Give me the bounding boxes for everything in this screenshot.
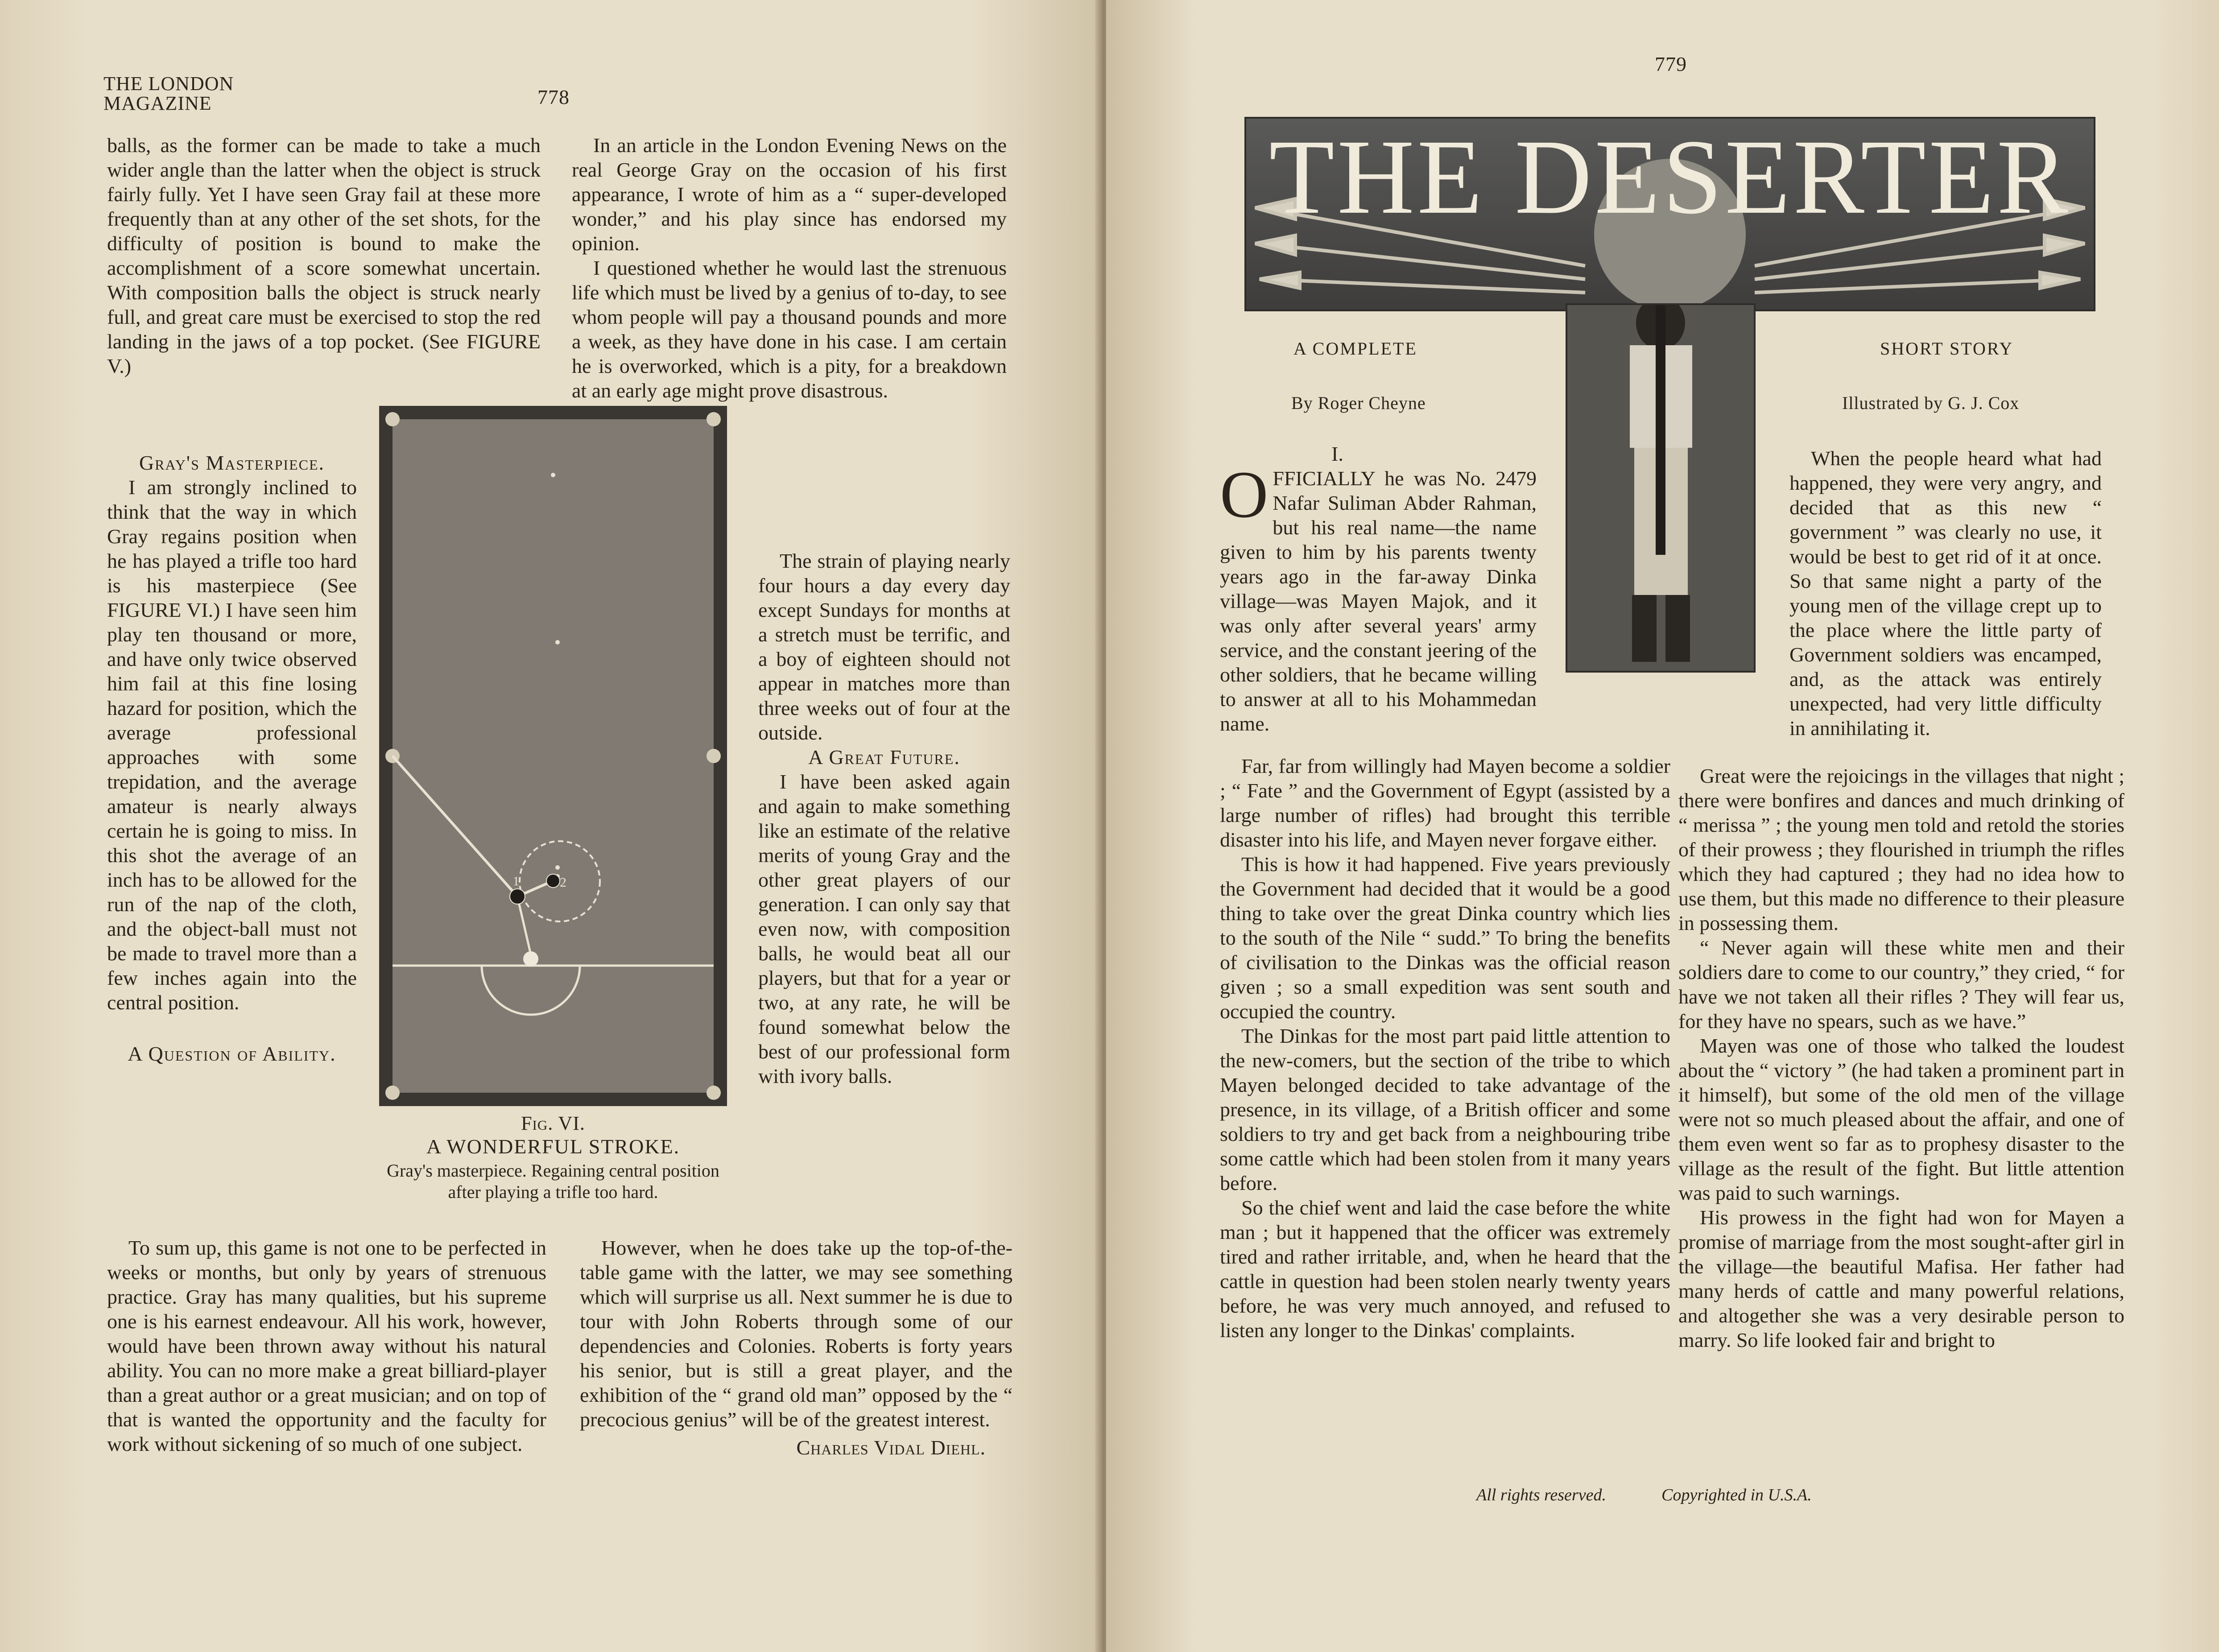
paragraph: OFFICIALLY he was No. 2479 Nafar Suliman Abder Rahman, but his real name—the name given to him by his parents twenty years ago in the far-away Dinka village—was Mayen Majok, and it was only after several years' army service, and the constant jeering of the other soldiers, that he became willing to answer at all to his Mohammedan name. xyxy=(1220,458,1537,735)
paragraph: This is how it had happened. Five years previously the Government had decided that it would be a good thing to take over the great Dinka country which lies to the south of the Nile “ sudd.” To bring the benefits of civilisation to the Dinkas was the official reason given ; so a small expedition was sent south and occupied the country. xyxy=(1220,853,1670,1023)
ball-mark: 2 xyxy=(560,875,566,890)
byline: By Roger Cheyne xyxy=(1291,393,1426,413)
section-heading: Gray's Masterpiece. xyxy=(139,451,325,474)
paragraph: “ Never again will these white men and their soldiers dare to come to our country,” they cried, “ for have we not taken all their rifles ? They will fear us, for they have no spears, such as we have.” xyxy=(1678,936,2124,1032)
left-column-top xyxy=(107,133,541,378)
title-banner xyxy=(1244,117,2095,311)
paragraph: His prowess in the fight had won for Mayen a promise of marriage from the most sought-after girl in the village—the beautiful Mafisa. Her father had many herds of cattle and many powerful relations, and altogether she was a very desirable person to marry. So life looked fair and bright to xyxy=(1678,1206,2124,1351)
paragraph: The Dinkas for the most part paid little attention to the new-comers, but the section of the tribe to which Mayen belonged decided to take advantage of the presence, in its village, of a British officer and some soldiers to try and get back from a neighbouring tribe some cattle which had been stolen from it many years before. xyxy=(1220,1024,1670,1194)
paragraph: I am strongly inclined to think that the way in which Gray regains position when he has played a trifle too hard is his masterpiece (See FIGURE VI.) I have seen him play ten thousand or more, and have only twice observed him fail at this fine losing hazard for position, which the average professional approaches with some trepidation, and the average amateur is nearly always certain he is going to miss. In this shot the average of an inch has to be allowed for the run of the nap of the cloth, and the object-ball must not be made to travel more than a few inches again into the central position. xyxy=(107,476,357,1014)
subtitle-left: A COMPLETE xyxy=(1293,339,1417,359)
section-heading: A Great Future. xyxy=(808,746,960,768)
paragraph: So the chief went and laid the case before the white man ; but it happened that the officer was extremely tired and rather irritable, and, when he heard that the cattle in question had been stolen nearly twenty years before, he was very much annoyed, and refused to listen any longer to the Dinkas' complaints. xyxy=(1220,1196,1670,1342)
billiard-table-figure xyxy=(379,406,727,1106)
right-page xyxy=(1106,0,2219,1652)
right-column-top xyxy=(572,133,1007,403)
left-page xyxy=(0,0,1102,1652)
paragraph: The strain of playing nearly four hours a day every day except Sundays for months at a stretch must be terrific, and a boy of eighteen should not appear in matches more than three weeks out of four at the outside. xyxy=(758,549,1010,744)
left-column-bottom xyxy=(107,1235,546,1456)
paragraph: When the people heard what had happened, they were very angry, and decided that as this new “ government ” was clearly no use, it would be best to get rid of it at once. So that same night a party of the young men of the village crept up to the place where the little party of Government soldiers was encamped, and, as the attack was entirely unexpected, had very little difficulty in annihilating it. xyxy=(1789,447,2102,739)
story-column-2-top xyxy=(1789,446,2102,740)
paragraph: Mayen was one of those who talked the loudest about the “ victory ” (he had taken a prominent part in it himself), but some of the old men of the village were not so much pleased about the affair, and one of them even went so far as to prophesy disaster to the village as the result of the fight. But little attention was paid to such warnings. xyxy=(1678,1034,2124,1204)
soldier-illustration xyxy=(1566,303,1756,673)
page-number-left: 778 xyxy=(537,86,570,108)
soldier-figure-icon xyxy=(1567,305,1754,671)
paragraph: I have been asked again and again to make something like an estimate of the relative merits of young Gray and the other great players of our generation. I can only say that even now, with composition balls, he would beat all our players, but that for a year or two, at any rate, he will be found somewhat below the best of our professional form with ivory balls. xyxy=(758,770,1010,1087)
ball-mark: 1 xyxy=(513,875,519,888)
story-column-1-bottom xyxy=(1220,754,1670,1342)
story-column-2-bottom xyxy=(1678,764,2124,1352)
section-number: I. xyxy=(1331,442,1343,465)
drop-cap: O xyxy=(1220,458,1269,532)
magazine-name: THE LONDON MAGAZINE xyxy=(103,73,234,114)
story-column-1-top xyxy=(1220,442,1537,736)
right-column-middle xyxy=(758,549,1010,1088)
paragraph: To sum up, this game is not one to be perfected in weeks or months, but only by years of strenuous practice. Gray has many qualities, but his supreme one is his earnest endeavour. All his work, however, would have been thrown away without his natural ability. You can no more make a great billiard-player than a great author or a great musician; and on top of that is wanted the opportunity and the faculty for work without sickening of so much of one subject. xyxy=(107,1236,546,1455)
figure-caption-block xyxy=(379,1113,727,1203)
illustrator-credit: Illustrated by G. J. Cox xyxy=(1842,393,2020,413)
paragraph: Far, far from willingly had Mayen become a soldier ; “ Fate ” and the Government of Egypt (assisted by a large number of rifles) had brought this terrible disaster into his life, and Mayen never forgave either. xyxy=(1220,755,1670,851)
copyright-note: Copyrighted in U.S.A. xyxy=(1661,1486,1812,1504)
signature: Charles Vidal Diehl. xyxy=(796,1436,986,1459)
subtitle-right: SHORT STORY xyxy=(1880,339,2014,359)
figure-title: A WONDERFUL STROKE. xyxy=(426,1135,680,1158)
right-column-bottom xyxy=(580,1235,1012,1460)
story-title: THE DESERTER xyxy=(1269,117,2071,236)
section-heading: A Question of Ability. xyxy=(128,1042,336,1065)
rights-note: All rights reserved. xyxy=(1476,1486,1606,1504)
paragraph: I questioned whether he would last the strenuous life which must be lived by a genius of to-day, to see whom people will pay a thousand pounds and more a week, as they have done in his case. I am certain he is overworked, which is a pity, for a breakdown at an early age might prove disastrous. xyxy=(572,256,1007,402)
left-column-middle xyxy=(107,450,357,1066)
figure-label: Fig. VI. xyxy=(521,1112,585,1134)
paragraph: balls, as the former can be made to take a much wider angle than the latter when the object is struck fairly fully. Yet I have seen Gray fail at these more frequently than at any other of the set shots, for the difficulty of position is bound to make the accomplishment of a score somewhat uncertain. With composition balls the object is struck nearly full, and great care must be exercised to stop the red landing in the jaws of a top pocket. (See FIGURE V.) xyxy=(107,134,541,377)
page-number-right: 779 xyxy=(1655,53,1687,75)
paragraph: However, when he does take up the top-of-the-table game with the latter, we may see something which will surprise us all. Next summer he is due to tour with John Roberts through some of our dependencies and Colonies. Roberts is forty years his senior, but is still a great player, and the exhibition of the “ grand old man” opposed by the “ precocious genius” will be of the greatest interest. xyxy=(580,1236,1012,1431)
paragraph: In an article in the London Evening News on the real George Gray on the occasion of his first appearance, I wrote of him as a “ super-developed wonder,” and his play since has endorsed my opinion. xyxy=(572,134,1007,255)
figure-caption: Gray's masterpiece. Regaining central position after playing a trifle too hard. xyxy=(387,1161,719,1202)
paragraph: Great were the rejoicings in the villages that night ; there were bonfires and dances and much drinking of “ merissa ” ; the young men told and retold the stories of their prowess ; they flourished in triumph the rifles which they had captured ; they had no idea how to use them, but this made no difference to their pleasure in possessing them. xyxy=(1678,764,2124,934)
billiard-table-icon xyxy=(379,406,727,1106)
